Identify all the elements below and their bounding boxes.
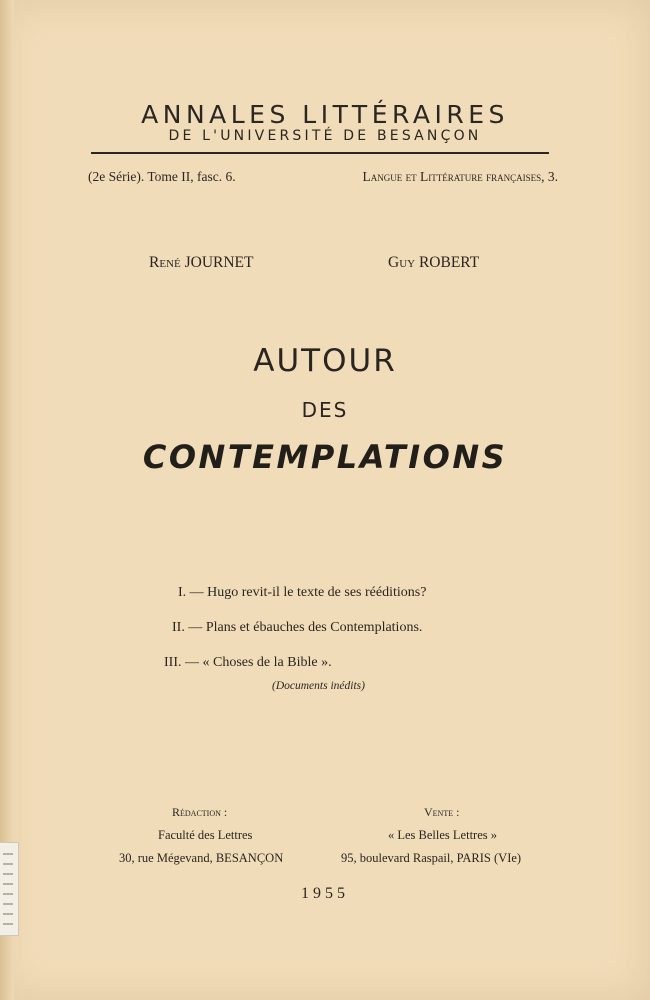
vente-line-2: 95, boulevard Raspail, PARIS (VIe) [341,851,522,865]
title-line-2: DES [301,398,349,422]
vente-heading: Vente : [424,805,460,819]
redaction-heading: Rédaction : [172,805,228,819]
contents-item-2: II. — Plans et ébauches des Contemplations. [172,620,423,635]
title-line-1: AUTOUR [253,343,397,379]
author-robert: Guy ROBERT [388,254,480,271]
series-subtitle: DE L'UNIVERSITÉ DE BESANÇON [168,128,482,144]
series-number: (2e Série). Tome II, fasc. 6. [88,169,236,184]
title-line-3: CONTEMPLATIONS [142,438,508,476]
redaction-line-1: Faculté des Lettres [158,828,253,842]
redaction-line-2: 30, rue Mégevand, BESANÇON [119,851,284,865]
series-title: ANNALES LITTÉRAIRES [141,100,509,129]
vente-line-1: « Les Belles Lettres » [388,828,497,842]
divider-rule [91,152,549,154]
contents-item-3: III. — « Choses de la Bible ». [164,655,332,670]
contents-note: (Documents inédits) [272,680,365,692]
author-journet: René JOURNET [149,254,254,271]
series-subject: Langue et Littérature françaises, 3. [362,169,558,184]
publication-year: 1955 [301,885,349,902]
contents-item-1: I. — Hugo revit-il le texte de ses rééditions? [178,585,427,600]
series-info [88,169,558,185]
